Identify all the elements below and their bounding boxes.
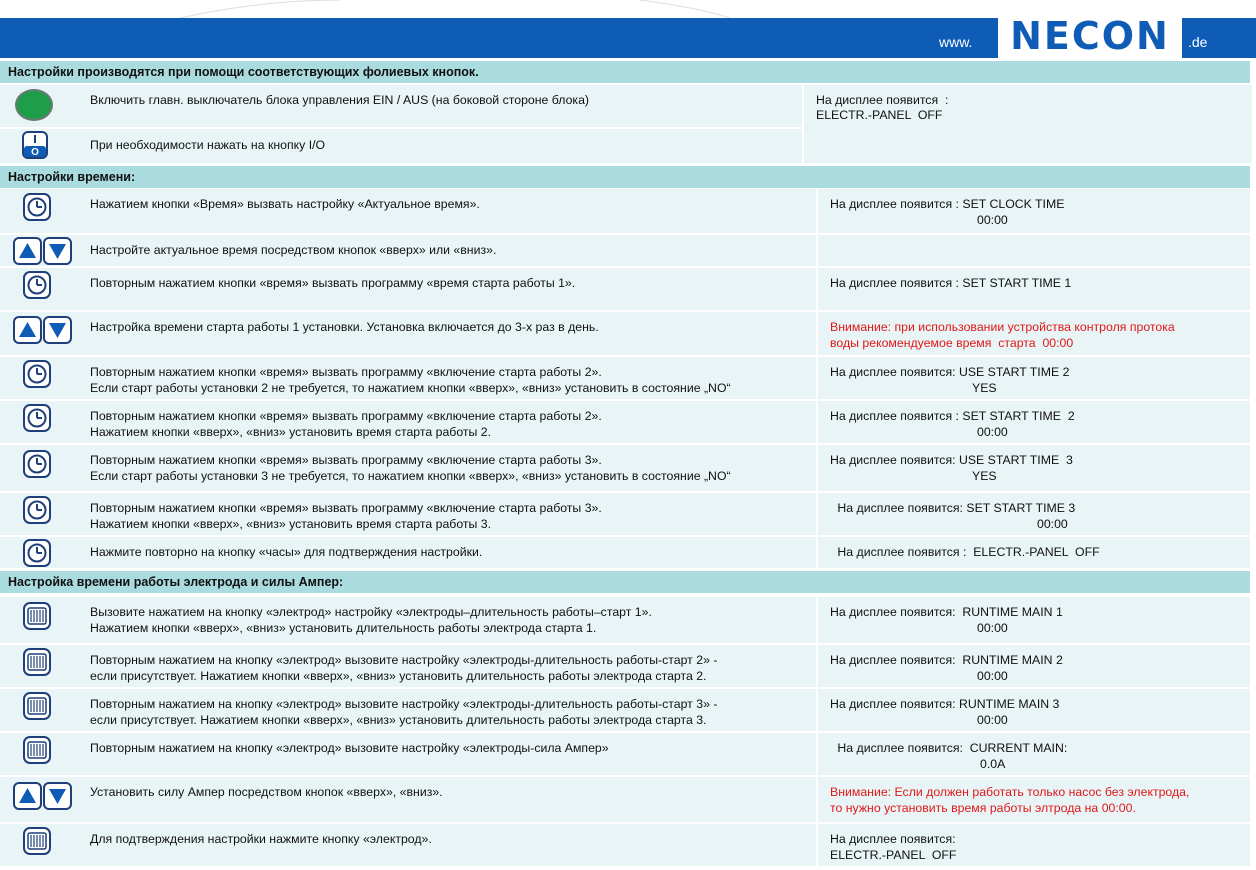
time-instruction-line: Если старт работы установки 2 не требуется, то нажатием кнопки «вверх», «вниз» установить в состояние „NO“ — [90, 381, 731, 395]
io-button-icon — [22, 131, 48, 159]
time-warning-line: воды рекомендуемое время старта 00:00 — [830, 336, 1074, 350]
logo-text: NECON — [1010, 14, 1170, 58]
clock-button-icon — [23, 404, 51, 435]
time-display-line: На дисплее появится : SET START TIME 2 — [830, 409, 1075, 423]
clock-button-icon — [23, 450, 51, 481]
io-symbol: O — [31, 147, 39, 158]
time-instruction-line: Повторным нажатием кнопки «время» вызвать программу «включение старта работы 3». — [90, 453, 602, 467]
column-divider — [816, 689, 818, 731]
electrode-button-icon — [23, 692, 51, 723]
time-display-line: На дисплее появится: USE START TIME 2 — [830, 365, 1070, 379]
time-display-line: На дисплее появится : SET START TIME 1 — [830, 276, 1072, 290]
intro-display-cell — [802, 85, 1252, 163]
electrode-instruction-line: Нажатием кнопки «вверх», «вниз» установить длительность работы электрода старта 1. — [90, 621, 597, 635]
time-row — [0, 235, 1250, 266]
time-instruction-line: Нажатием кнопки «вверх», «вниз» установить время старта работы 2. — [90, 425, 492, 439]
electrode-instruction-line: Установить силу Ампер посредством кнопок «вверх», «вниз». — [90, 785, 443, 799]
column-divider — [816, 401, 818, 443]
column-divider — [816, 357, 818, 399]
time-display-line: На дисплее появится: USE START TIME 3 — [830, 453, 1073, 467]
electrode-display-line: На дисплее появится: RUNTIME MAIN 3 — [830, 697, 1060, 711]
electrode-button-icon — [23, 648, 51, 679]
electrode-button-icon — [23, 602, 51, 633]
electrode-instruction-line: Повторным нажатием на кнопку «электрод» вызовите настройку «электроды-сила Ампер» — [90, 741, 609, 755]
time-row — [0, 268, 1250, 310]
time-warning-line: Внимание: при использовании устройства контроля протока — [830, 320, 1175, 334]
electrode-row — [0, 689, 1250, 731]
www-label: www. — [939, 34, 973, 50]
time-row — [0, 312, 1250, 355]
necon-logo — [998, 14, 1182, 58]
electrode-row — [0, 777, 1250, 822]
column-divider — [816, 235, 818, 266]
column-divider — [816, 824, 818, 866]
intro-text-io: При необходимости нажать на кнопку I/O — [90, 138, 326, 152]
electrode-row — [0, 733, 1250, 775]
column-divider — [816, 493, 818, 535]
electrode-display-line: На дисплее появится: RUNTIME MAIN 2 — [830, 653, 1063, 667]
clock-button-icon — [23, 496, 51, 527]
electrode-display-line: 00:00 — [977, 713, 1008, 727]
electrode-button-icon — [23, 736, 51, 767]
time-instruction-line: Нажатием кнопки «вверх», «вниз» установить время старта работы 3. — [90, 517, 492, 531]
section-header-time: Настройки времени: — [0, 166, 1250, 188]
time-row — [0, 401, 1250, 443]
electrode-button-icon — [23, 827, 51, 858]
column-divider — [816, 537, 818, 568]
time-instruction-line: Нажатием кнопки «Время» вызвать настройку «Актуальное время». — [90, 197, 480, 211]
intro-display-line-2: ELECTR.-PANEL OFF — [816, 108, 943, 122]
column-divider — [816, 733, 818, 775]
electrode-display-line: 00:00 — [977, 669, 1008, 683]
time-instruction-line: Повторным нажатием кнопки «время» вызвать программу «включение старта работы 2». — [90, 409, 602, 423]
intro-text-power: Включить главн. выключатель блока управления EIN / AUS (на боковой стороне блока) — [90, 93, 590, 107]
clock-button-icon — [23, 193, 51, 224]
time-display-line: 00:00 — [1037, 517, 1068, 531]
time-instruction-line: Если старт работы установки 3 не требуется, то нажатием кнопки «вверх», «вниз» установить в состояние „NO“ — [90, 469, 731, 483]
column-divider — [816, 445, 818, 491]
time-display-line: На дисплее появится : SET CLOCK TIME — [830, 197, 1065, 211]
electrode-instruction-line: Повторным нажатием на кнопку «электрод» вызовите настройку «электроды-длительность работы-старт 2» - — [90, 653, 718, 667]
column-divider — [816, 777, 818, 822]
domain-suffix: .de — [1188, 34, 1208, 50]
up-down-buttons-icon — [13, 782, 73, 813]
power-indicator-icon — [14, 88, 54, 122]
electrode-display-line: 0.0A — [980, 757, 1006, 771]
section-header-buttons: Настройки производятся при помощи соответствующих фолиевых кнопок. — [0, 61, 1250, 83]
time-instruction-line: Повторным нажатием кнопки «время» вызвать программу «включение старта работы 2». — [90, 365, 602, 379]
time-instruction-line: Настройка времени старта работы 1 установки. Установка включается до 3-х раз в день. — [90, 320, 599, 334]
time-instruction-line: Нажмите повторно на кнопку «часы» для подтверждения настройки. — [90, 545, 483, 559]
time-display-line: 00:00 — [977, 213, 1008, 227]
time-row — [0, 537, 1250, 568]
electrode-warning-line: Внимание: Если должен работать только насос без электрода, — [830, 785, 1190, 799]
column-divider — [816, 312, 818, 355]
electrode-display-line: 00:00 — [977, 621, 1008, 635]
up-down-buttons-icon — [13, 237, 73, 268]
time-display-line: На дисплее появится: SET START TIME 3 — [834, 501, 1076, 515]
electrode-display-line: На дисплее появится: RUNTIME MAIN 1 — [830, 605, 1063, 619]
column-divider — [816, 189, 818, 233]
electrode-warning-line: то нужно установить время работы элтрода на 00:00. — [830, 801, 1136, 815]
time-instruction-line: Повторным нажатием кнопки «время» вызвать программу «включение старта работы 3». — [90, 501, 602, 515]
electrode-row — [0, 645, 1250, 687]
electrode-instruction-line: Вызовите нажатием на кнопку «электрод» настройку «электроды–длительность работы–старт 1». — [90, 605, 652, 619]
column-divider — [816, 645, 818, 687]
up-down-buttons-icon — [13, 316, 73, 347]
clock-button-icon — [23, 271, 51, 302]
time-row — [0, 189, 1250, 233]
time-display-line: YES — [972, 469, 997, 483]
electrode-row — [0, 824, 1250, 866]
electrode-instruction-line: Повторным нажатием на кнопку «электрод» вызовите настройку «электроды-длительность работы-старт 3» - — [90, 697, 718, 711]
intro-display-line-1: На дисплее появится : — [816, 93, 949, 107]
electrode-display-line: ELECTR.-PANEL OFF — [830, 848, 957, 862]
time-display-line: YES — [972, 381, 997, 395]
electrode-instruction-line: если присутствует. Нажатием кнопки «вверх», «вниз» установить длительность работы электрода старта 3. — [90, 713, 707, 727]
time-row — [0, 357, 1250, 399]
clock-button-icon — [23, 360, 51, 391]
electrode-display-line: На дисплее появится: CURRENT MAIN: — [834, 741, 1068, 755]
section-header-electrode: Настройка времени работы электрода и силы Ампер: — [0, 571, 1250, 593]
time-row — [0, 493, 1250, 535]
column-divider — [816, 268, 818, 310]
column-divider — [816, 597, 818, 643]
electrode-row — [0, 597, 1250, 643]
clock-button-icon — [23, 539, 51, 570]
electrode-instruction-line: если присутствует. Нажатием кнопки «вверх», «вниз» установить длительность работы электрода старта 2. — [90, 669, 707, 683]
electrode-display-line: На дисплее появится: — [830, 832, 956, 846]
time-row — [0, 445, 1250, 491]
time-instruction-line: Повторным нажатием кнопки «время» вызвать программу «время старта работы 1». — [90, 276, 576, 290]
time-instruction-line: Настройте актуальное время посредством кнопок «вверх» или «вниз». — [90, 243, 497, 257]
time-display-line: На дисплее появится : ELECTR.-PANEL OFF — [834, 545, 1100, 559]
time-display-line: 00:00 — [977, 425, 1008, 439]
electrode-instruction-line: Для подтверждения настройки нажмите кнопку «электрод». — [90, 832, 432, 846]
